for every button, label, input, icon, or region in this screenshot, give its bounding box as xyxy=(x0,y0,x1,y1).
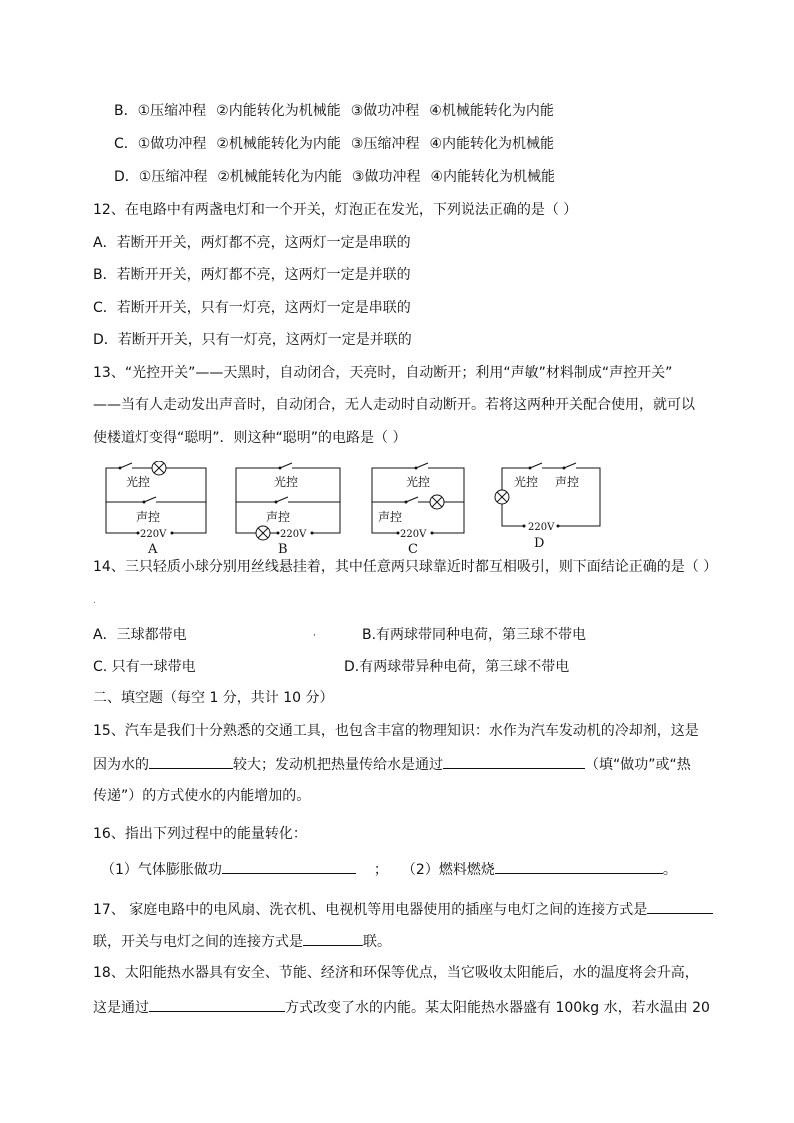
circuit-c-light-label: 光控 xyxy=(406,475,431,489)
q12-option-c: C．若断开开关，只有一灯亮，这两灯一定是串联的 xyxy=(93,300,411,316)
circuit-a-sound-label: 声控 xyxy=(136,510,161,524)
q12-option-b: B．若断开开关，两灯都不亮，这两灯一定是并联的 xyxy=(93,267,411,283)
q12-option-a: A．若断开开关，两灯都不亮，这两灯一定是串联的 xyxy=(93,235,411,251)
q14-stem: 14、三只轻质小球分别用丝线悬挂着，其中任意两只球靠近时都互相吸引，则下面结论正确的是（ ） xyxy=(93,559,718,575)
q14-option-a: A．三球都带电 xyxy=(93,627,187,643)
q13-line1: 13、“光控开关”——天黑时，自动闭合，天亮时，自动断开；利用“声敏”材料制成“声控开关” xyxy=(93,365,673,381)
circuit-d-voltage: 220V xyxy=(528,522,555,533)
q17-line2: 联，开关与电灯之间的连接方式是 联。 xyxy=(93,931,391,951)
q11-option-d: D．①压缩冲程 ②机械能转化为内能 ③做功冲程 ④内能转化为机械能 xyxy=(114,169,556,185)
q14-option-c: C. 只有一球带电 xyxy=(93,659,196,675)
section-heading: 二、填空题（每空 1 分，共计 10 分） xyxy=(93,690,334,706)
answer-blank[interactable] xyxy=(149,754,233,769)
circuit-b-letter: B xyxy=(278,542,288,556)
answer-blank[interactable] xyxy=(443,754,585,769)
answer-blank[interactable] xyxy=(149,997,285,1012)
q11-option-c: C．①做功冲程 ②机械能转化为内能 ③压缩冲程 ④内能转化为机械能 xyxy=(114,136,555,152)
stray-mark: , xyxy=(313,628,316,638)
circuit-b-sound-label: 声控 xyxy=(266,510,291,524)
q15-line1: 15、汽车是我们十分熟悉的交通工具，也包含丰富的物理知识：水作为汽车发动机的冷却剂，这是 xyxy=(93,723,699,739)
circuit-c-voltage: 220V xyxy=(400,529,427,540)
circuit-d-letter: D xyxy=(534,536,545,551)
circuit-c-letter: C xyxy=(408,542,418,556)
q12-stem: 12、在电路中有两盏电灯和一个开关，灯泡正在发光，下列说法正确的是（ ） xyxy=(93,202,578,218)
circuit-d-light-label: 光控 xyxy=(514,475,539,489)
circuit-a-letter: A xyxy=(148,542,158,556)
q16-stem: 16、指出下列过程中的能量转化： xyxy=(93,826,307,842)
q11-option-b: B．①压缩冲程 ②内能转化为机械能 ③做功冲程 ④机械能转化为内能 xyxy=(114,103,554,119)
q14-option-d: D.有两球带异种电荷，第三球不带电 xyxy=(344,659,570,675)
q15-line3: 传递”）的方式使水的内能增加的。 xyxy=(93,788,311,804)
q18-line2: 这是通过 方式改变了水的内能。某太阳能热水器盛有 100kg 水，若水温由 20 xyxy=(93,997,710,1017)
q13-line2: ——当有人走动发出声音时，自动闭合，无人走动时自动断开。若将这两种开关配合使用，就可以 xyxy=(93,397,695,413)
answer-blank[interactable] xyxy=(647,899,713,914)
circuit-b-light-label: 光控 xyxy=(274,475,299,489)
circuit-d xyxy=(495,463,600,526)
answer-blank[interactable] xyxy=(222,859,356,874)
circuit-a-voltage: 220V xyxy=(140,529,167,540)
q14-option-b: B.有两球带同种电荷，第三球不带电 xyxy=(362,627,587,643)
q16-items: （1）气体膨胀做功 ； （2）燃料燃烧 。 xyxy=(101,859,677,879)
circuit-b-voltage: 220V xyxy=(280,529,307,540)
q18-line1: 18、太阳能热水器具有安全、节能、经济和环保等优点，当它吸收太阳能后，水的温度将会升高， xyxy=(93,965,699,981)
q12-option-d: D．若断开开关，只有一灯亮，这两灯一定是并联的 xyxy=(93,332,412,348)
answer-blank[interactable] xyxy=(303,931,363,946)
stray-mark: . xyxy=(93,596,96,606)
q13-line3: 使楼道灯变得“聪明”．则这种“聪明”的电路是（ ） xyxy=(93,430,407,446)
answer-blank[interactable] xyxy=(495,859,663,874)
q17-line1: 17、 家庭电路中的电风扇、洗衣机、电视机等用电器使用的插座与电灯之间的连接方式是 xyxy=(93,899,713,919)
circuit-diagrams xyxy=(100,461,620,556)
circuit-c-sound-label: 声控 xyxy=(378,510,403,524)
circuit-d-sound-label: 声控 xyxy=(555,475,580,489)
circuit-a-light-label: 光控 xyxy=(126,475,151,489)
q15-line2: 因为水的 较大；发动机把热量传给水是通过 （填“做功”或“热 xyxy=(93,754,691,774)
